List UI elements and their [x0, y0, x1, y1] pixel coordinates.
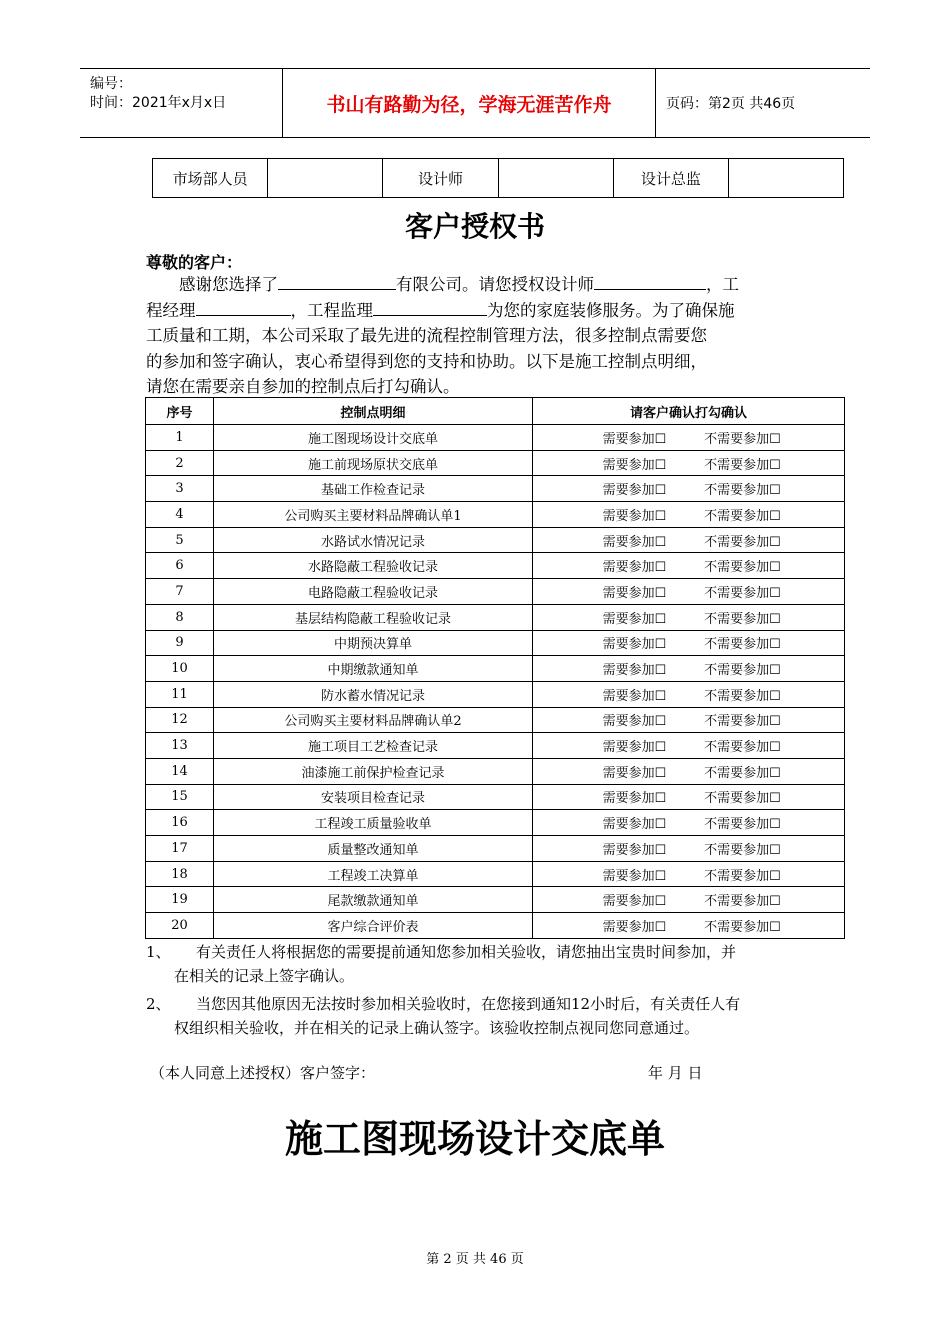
table-row [146, 604, 845, 630]
row-options [533, 527, 845, 553]
option-no-checkbox[interactable]: 不需要参加☐ [704, 919, 781, 935]
option-no-checkbox[interactable]: 不需要参加☐ [704, 894, 781, 910]
control-point-table [145, 397, 845, 939]
row-item: 质量整改通知单 [214, 836, 533, 862]
intro-paragraph [146, 272, 811, 400]
table-row [146, 707, 845, 733]
row-number: 14 [146, 758, 214, 784]
page-header [80, 68, 870, 138]
option-yes-checkbox[interactable]: 需要参加☐ [602, 842, 667, 858]
row-item: 安装项目检查记录 [214, 784, 533, 810]
option-yes-checkbox[interactable]: 需要参加☐ [602, 688, 667, 704]
option-no-checkbox[interactable]: 不需要参加☐ [704, 508, 781, 524]
option-no-checkbox[interactable]: 不需要参加☐ [704, 457, 781, 473]
note-line: 权组织相关验收，并在相关的记录上确认签字。该验收控制点视同您同意通过。 [174, 1019, 700, 1037]
option-yes-checkbox[interactable]: 需要参加☐ [602, 765, 667, 781]
intro-line: 工质量和工期，本公司采取了最先进的流程控制管理方法，很多控制点需要您 [146, 326, 707, 345]
note-line: 在相关的记录上签字确认。 [174, 967, 355, 985]
intro-text: ，工 [706, 275, 739, 294]
designer-blank[interactable] [594, 272, 706, 290]
table-row [146, 913, 845, 939]
option-no-checkbox[interactable]: 不需要参加☐ [704, 765, 781, 781]
option-yes-checkbox[interactable]: 需要参加☐ [602, 560, 667, 576]
table-row [146, 579, 845, 605]
row-options [533, 733, 845, 759]
option-no-checkbox[interactable]: 不需要参加☐ [704, 714, 781, 730]
time-label: 时间：2021年x月x日 [90, 95, 227, 111]
option-no-checkbox[interactable]: 不需要参加☐ [704, 868, 781, 884]
row-item: 施工图现场设计交底单 [214, 425, 533, 451]
staff-cell-design-director: 设计总监 [613, 159, 728, 198]
row-options [533, 784, 845, 810]
col-header-item: 控制点明细 [214, 398, 533, 425]
intro-text: 程经理 [146, 300, 196, 320]
row-number: 2 [146, 450, 214, 476]
option-no-checkbox[interactable]: 不需要参加☐ [704, 637, 781, 653]
intro-text: 为您的家庭装修服务。为了确保施 [487, 300, 735, 320]
row-options [533, 758, 845, 784]
staff-table [152, 158, 844, 198]
row-options [533, 707, 845, 733]
option-no-checkbox[interactable]: 不需要参加☐ [704, 842, 781, 858]
header-motto: 书山有路勤为径，学海无涯苦作舟 [283, 69, 656, 137]
row-number: 12 [146, 707, 214, 733]
row-number: 1 [146, 425, 214, 451]
row-options [533, 630, 845, 656]
option-yes-checkbox[interactable]: 需要参加☐ [602, 663, 667, 679]
row-number: 13 [146, 733, 214, 759]
row-options [533, 450, 845, 476]
note-1 [146, 940, 816, 988]
row-number: 3 [146, 476, 214, 502]
option-no-checkbox[interactable]: 不需要参加☐ [704, 611, 781, 627]
table-row [146, 681, 845, 707]
greeting: 尊敬的客户： [146, 253, 243, 272]
row-options [533, 861, 845, 887]
option-yes-checkbox[interactable]: 需要参加☐ [602, 457, 667, 473]
intro-text: ，工程监理 [290, 300, 373, 320]
row-item: 公司购买主要材料品牌确认单2 [214, 707, 533, 733]
col-header-no: 序号 [146, 398, 214, 425]
row-options [533, 913, 845, 939]
staff-cell-design-director-value [729, 159, 844, 198]
row-number: 11 [146, 681, 214, 707]
intro-line: 请您在需要亲自参加的控制点后打勾确认。 [146, 377, 460, 396]
row-item: 水路试水情况记录 [214, 527, 533, 553]
staff-cell-designer-value [498, 159, 613, 198]
row-options [533, 810, 845, 836]
option-yes-checkbox[interactable]: 需要参加☐ [602, 508, 667, 524]
manager-blank[interactable] [196, 298, 291, 316]
table-row [146, 553, 845, 579]
option-yes-checkbox[interactable]: 需要参加☐ [602, 483, 667, 499]
option-yes-checkbox[interactable]: 需要参加☐ [602, 817, 667, 833]
number-label: 编号： [90, 76, 132, 92]
table-header-row [146, 398, 845, 425]
supervisor-blank[interactable] [373, 298, 487, 316]
option-no-checkbox[interactable]: 不需要参加☐ [704, 431, 781, 447]
row-item: 油漆施工前保护检查记录 [214, 758, 533, 784]
row-item: 基础工作检查记录 [214, 476, 533, 502]
row-number: 15 [146, 784, 214, 810]
option-no-checkbox[interactable]: 不需要参加☐ [704, 740, 781, 756]
table-row [146, 733, 845, 759]
option-yes-checkbox[interactable]: 需要参加☐ [602, 611, 667, 627]
header-meta [80, 69, 283, 137]
row-number: 19 [146, 887, 214, 913]
row-item: 施工项目工艺检查记录 [214, 733, 533, 759]
intro-text: 有限公司。请您授权设计师 [396, 275, 594, 294]
option-yes-checkbox[interactable]: 需要参加☐ [602, 919, 667, 935]
company-blank[interactable] [278, 272, 396, 290]
staff-cell-designer: 设计师 [383, 159, 498, 198]
table-row [146, 887, 845, 913]
option-no-checkbox[interactable]: 不需要参加☐ [704, 534, 781, 550]
intro-line: 的参加和签字确认，衷心希望得到您的支持和协助。以下是施工控制点明细， [146, 351, 707, 371]
table-row [146, 450, 845, 476]
signature-date: 年 月 日 [648, 1064, 703, 1082]
row-item: 尾款缴款通知单 [214, 887, 533, 913]
notes [146, 940, 816, 1044]
staff-cell-marketing-value [268, 159, 383, 198]
intro-text: 感谢您选择了 [179, 275, 278, 294]
row-number: 17 [146, 836, 214, 862]
table-row [146, 502, 845, 528]
row-options [533, 553, 845, 579]
row-options [533, 887, 845, 913]
signature-line [150, 1062, 790, 1083]
option-yes-checkbox[interactable]: 需要参加☐ [602, 868, 667, 884]
table-row [146, 425, 845, 451]
table-row [146, 810, 845, 836]
section-title: 施工图现场设计交底单 [284, 1116, 665, 1161]
option-no-checkbox[interactable]: 不需要参加☐ [704, 585, 781, 601]
row-number: 6 [146, 553, 214, 579]
staff-row [153, 159, 844, 198]
option-yes-checkbox[interactable]: 需要参加☐ [602, 534, 667, 550]
staff-cell-marketing: 市场部人员 [153, 159, 268, 198]
row-options [533, 656, 845, 682]
row-item: 基层结构隐蔽工程验收记录 [214, 604, 533, 630]
header-page-info: 页码：第2页 共46页 [666, 96, 796, 112]
row-item: 防水蓄水情况记录 [214, 681, 533, 707]
row-item: 中期预决算单 [214, 630, 533, 656]
row-item: 电路隐蔽工程验收记录 [214, 579, 533, 605]
table-row [146, 527, 845, 553]
option-no-checkbox[interactable]: 不需要参加☐ [704, 791, 781, 807]
row-item: 客户综合评价表 [214, 913, 533, 939]
row-item: 工程竣工决算单 [214, 861, 533, 887]
option-yes-checkbox[interactable]: 需要参加☐ [602, 585, 667, 601]
note-number: 2、 [146, 995, 171, 1013]
row-number: 8 [146, 604, 214, 630]
option-yes-checkbox[interactable]: 需要参加☐ [602, 791, 667, 807]
row-options [533, 476, 845, 502]
row-options [533, 836, 845, 862]
note-line: 有关责任人将根据您的需要提前通知您参加相关验收，请您抽出宝贵时间参加，并 [196, 943, 737, 961]
table-row [146, 861, 845, 887]
note-number: 1、 [146, 943, 171, 961]
option-yes-checkbox[interactable]: 需要参加☐ [602, 637, 667, 653]
table-row [146, 656, 845, 682]
row-item: 工程竣工质量验收单 [214, 810, 533, 836]
option-yes-checkbox[interactable]: 需要参加☐ [602, 714, 667, 730]
row-options [533, 604, 845, 630]
row-number: 4 [146, 502, 214, 528]
row-number: 10 [146, 656, 214, 682]
page-title: 客户授权书 [404, 210, 545, 243]
table-row [146, 630, 845, 656]
row-number: 16 [146, 810, 214, 836]
option-no-checkbox[interactable]: 不需要参加☐ [704, 560, 781, 576]
row-number: 18 [146, 861, 214, 887]
row-options [533, 681, 845, 707]
row-number: 5 [146, 527, 214, 553]
row-item: 中期缴款通知单 [214, 656, 533, 682]
row-options [533, 579, 845, 605]
row-item: 水路隐蔽工程验收记录 [214, 553, 533, 579]
signature-label: （本人同意上述授权）客户签字： [150, 1064, 376, 1082]
row-number: 9 [146, 630, 214, 656]
option-yes-checkbox[interactable]: 需要参加☐ [602, 740, 667, 756]
note-line: 当您因其他原因无法按时参加相关验收时，在您接到通知12小时后，有关责任人有 [196, 995, 741, 1013]
note-2 [146, 992, 816, 1040]
option-yes-checkbox[interactable]: 需要参加☐ [602, 431, 667, 447]
option-no-checkbox[interactable]: 不需要参加☐ [704, 483, 781, 499]
col-header-confirm: 请客户确认打勾确认 [533, 398, 845, 425]
option-no-checkbox[interactable]: 不需要参加☐ [704, 817, 781, 833]
row-item: 公司购买主要材料品牌确认单1 [214, 502, 533, 528]
table-row [146, 758, 845, 784]
option-yes-checkbox[interactable]: 需要参加☐ [602, 894, 667, 910]
row-number: 20 [146, 913, 214, 939]
row-options [533, 425, 845, 451]
table-row [146, 836, 845, 862]
row-item: 施工前现场原状交底单 [214, 450, 533, 476]
option-no-checkbox[interactable]: 不需要参加☐ [704, 688, 781, 704]
row-number: 7 [146, 579, 214, 605]
table-row [146, 476, 845, 502]
table-row [146, 784, 845, 810]
page-footer: 第 2 页 共 46 页 [426, 1252, 524, 1267]
row-options [533, 502, 845, 528]
option-no-checkbox[interactable]: 不需要参加☐ [704, 663, 781, 679]
